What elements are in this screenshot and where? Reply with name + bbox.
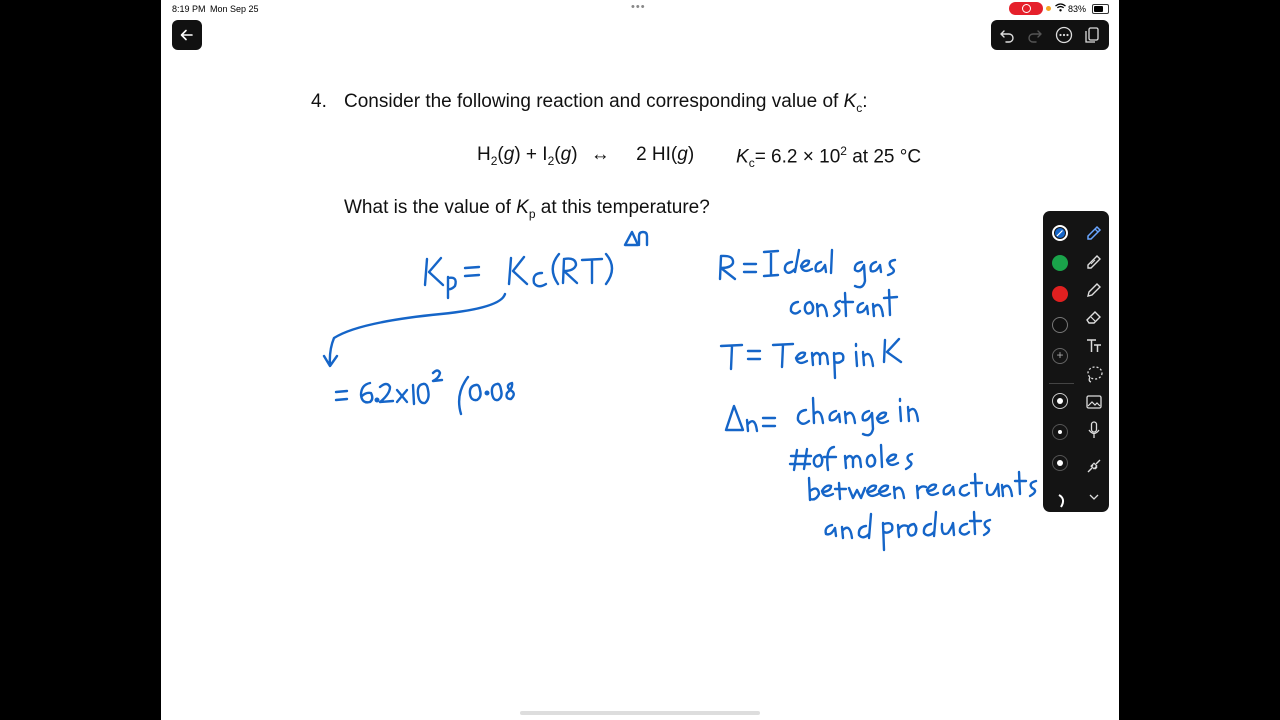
loading-arc-icon bbox=[1051, 493, 1071, 509]
lasso-icon[interactable] bbox=[1083, 363, 1105, 385]
drawing-toolbar bbox=[1043, 211, 1109, 512]
pen-icon[interactable] bbox=[1083, 222, 1105, 244]
question-text: Consider the following reaction and corresponding value of $K_c$: bbox=[344, 91, 868, 115]
question-prompt: What is the value of $K_p$ at this temperature? bbox=[344, 197, 710, 221]
mic-icon[interactable] bbox=[1083, 419, 1105, 441]
chevron-down-icon[interactable] bbox=[1083, 486, 1105, 508]
handwriting-layer[interactable] bbox=[161, 0, 1119, 720]
question-number: 4. bbox=[311, 91, 327, 112]
stroke-width-medium[interactable] bbox=[1052, 455, 1068, 471]
text-icon[interactable] bbox=[1083, 335, 1105, 357]
home-indicator[interactable] bbox=[520, 711, 760, 715]
stroke-width-thick[interactable] bbox=[1052, 393, 1068, 409]
palette-divider bbox=[1049, 383, 1074, 384]
handwritten-arrow bbox=[324, 294, 505, 366]
handwritten-formula bbox=[425, 232, 647, 298]
handwritten-note-R bbox=[720, 250, 897, 316]
stroke-width-thin[interactable] bbox=[1052, 424, 1068, 440]
link-icon[interactable] bbox=[1083, 455, 1105, 477]
multitask-dots-icon[interactable]: ••• bbox=[631, 1, 646, 13]
image-icon[interactable] bbox=[1083, 391, 1105, 413]
pen-tip-icon bbox=[1054, 227, 1066, 239]
equation-arrow: ↔ bbox=[590, 144, 610, 165]
battery-percent: 83% bbox=[1068, 4, 1087, 14]
pencil-icon[interactable] bbox=[1083, 251, 1105, 273]
color-blue[interactable] bbox=[1052, 225, 1068, 241]
color-black[interactable] bbox=[1052, 317, 1068, 333]
add-color-icon[interactable]: + bbox=[1052, 348, 1068, 364]
date: Mon Sep 25 bbox=[210, 4, 259, 14]
color-red[interactable] bbox=[1052, 286, 1068, 302]
color-green[interactable] bbox=[1052, 255, 1068, 271]
notes-app bbox=[161, 0, 1119, 720]
equation-right: 2 HI(g) bbox=[636, 144, 695, 165]
clock: 8:19 PM bbox=[172, 4, 206, 14]
handwritten-substitution bbox=[336, 371, 514, 415]
handwritten-note-T bbox=[721, 339, 901, 378]
kc-value: $K_c= 6.2 \times 10^2$ at 25 °C bbox=[736, 144, 922, 171]
equation-left: $H_2(g) + I_2(g)$ bbox=[477, 144, 578, 168]
handwritten-note-dn bbox=[726, 398, 1036, 550]
marker-icon[interactable] bbox=[1083, 279, 1105, 301]
eraser-icon[interactable] bbox=[1083, 307, 1105, 329]
